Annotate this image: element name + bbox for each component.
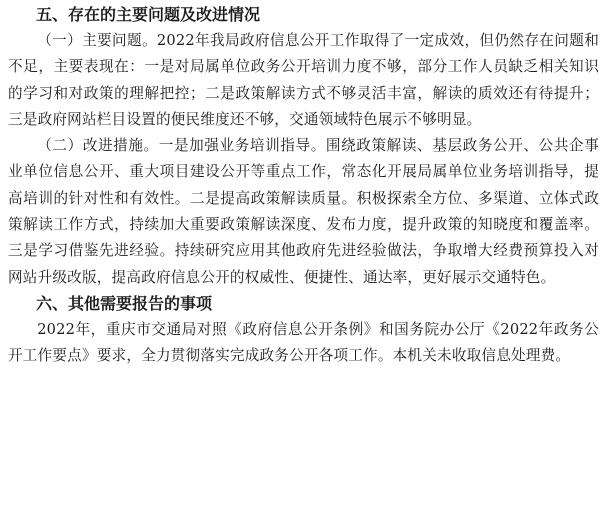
section-heading-other-matters: 六、其他需要报告的事项 [36, 293, 213, 313]
paragraph-other-matters: 2022年，重庆市交通局对照《政府信息公开条例》和国务院办公厅《2022年政务公开工作要点》要求，全力贯彻落实完成政务公开各项工作。本机关未收取信息处理费。 [8, 320, 599, 365]
paragraph-improvement-measures: （二）改进措施。一是加强业务培训指导。围绕政策解读、基层政务公开、公共企事业单位信息公开、重大项目建设公开等重点工作，常态化开展局属单位业务培训指导，提高培训的针对性和有效性。二是提高政策解读质量。积极探索全方位、多渠道、立体式政策解读工作方式，持续加大重要政策解读深度、发布力度，提升政策的知晓度和覆盖率。三是学习借鉴先进经验。持续研究应用其他政府先进经验做法，争取增大经费预算投入对网站升级改版，提高政府信息公开的权威性、便捷性、通达率，更好展示交通特色。 [8, 137, 599, 286]
section-heading-problems: 五、存在的主要问题及改进情况 [36, 5, 261, 24]
paragraph-main-problems: （一）主要问题。2022年我局政府信息公开工作取得了一定成效，但仍然存在问题和不足，主要表现在：一是对局属单位政务公开培训力度不够，部分工作人员缺乏相关知识的学习和对政策的理解把控；二是政策解读方式不够灵活丰富，解读的质效还有待提升；三是政府网站栏目设置的便民维度还不够，交通领域特色展示不够明显。 [8, 32, 599, 128]
